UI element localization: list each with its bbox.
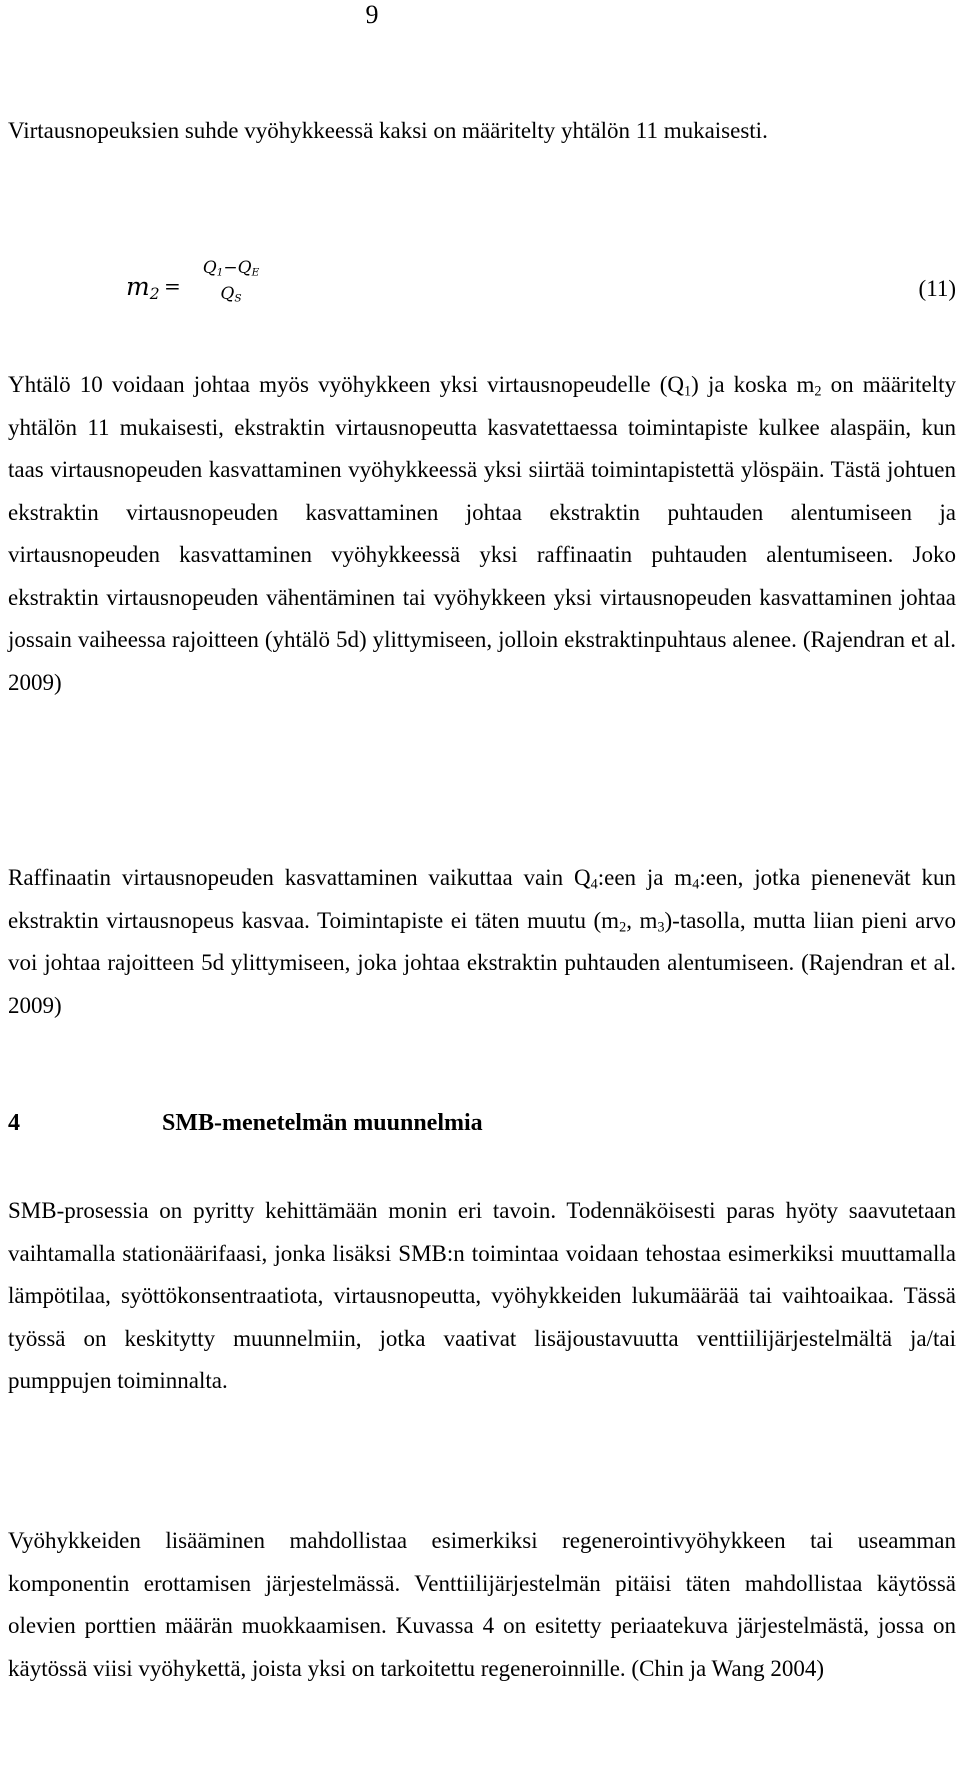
section-heading [8, 1103, 956, 1143]
equation-11 [0, 256, 956, 316]
section-title: SMB-menetelmän muunnelmia [162, 1110, 483, 1136]
paragraph-zone-one-flow: Yhtälö 10 voidaan johtaa myös vyöhykkeen yksi virtausnopeudelle $(Q_1)$ ja koska $m_2$ on määritelty yhtälön 11 mukaisesti, ekstraktin virtausnopeutta kasvatettaessa toimintapiste kulkee alaspäin, kun taas virtausnopeuden kasvattaminen vyöhykkeessä yksi siirtää toimintapistettä ylöspäin. Tästä johtuen ekstraktin virtausnopeuden kasvattaminen johtaa ekstraktin puhtauden alentumiseen ja virtausnopeuden kasvattaminen vyöhykkeessä yksi raffinaatin puhtauden alentumiseen. Joko ekstraktin virtausnopeuden vähentäminen tai vyöhykkeen yksi virtausnopeuden kasvattaminen johtaa jossain vaiheessa rajoitteen (yhtälö 5d) ylittymiseen, jolloin ekstraktinpuhtaus alenee. (Rajendran et al. 2009) [8, 372, 956, 695]
equation-number: (11) [918, 276, 956, 301]
paragraph-smb-variants: SMB-prosessia on pyritty kehittämään monin eri tavoin. Todennäköisesti paras hyöty saavutetaan vaihtamalla stationäärifaasi, jonka lisäksi SMB:n toimintaa voidaan tehostaa esimerkiksi muuttamalla lämpötilaa, syöttökonsentraatiota, virtausnopeutta, vyöhykkeiden lukumäärää tai vaihtoaikaa. Tässä työssä on keskitytty muunnelmiin, jotka vaativat lisäjoustavuutta venttiilijärjestelmältä ja/tai pumppujen toiminnalta. [8, 1198, 956, 1393]
equation-fraction [196, 256, 266, 308]
equation-lhs: $m_2$ [126, 272, 160, 303]
paragraph-raffinate-flow: Raffinaatin virtausnopeuden kasvattaminen vaikuttaa vain $Q_4:een$ ja $m_4:een$, jotka pienenevät kun ekstraktin virtausnopeus kasvaa. Toimintapiste ei täten muutu ($m_2$, $m_3$)-tasolla, mutta liian pieni arvo voi johtaa rajoitteen 5d ylittymiseen, joka johtaa ekstraktin puhtauden alentumiseen. (Rajendran et al. 2009) [8, 865, 957, 1018]
paragraph-zone-addition: Vyöhykkeiden lisääminen mahdollistaa esimerkiksi regenerointivyöhykkeen tai useamman komponentin erottamisen järjestelmässä. Venttiilijärjestelmän pitäisi täten mahdollistaa käytössä olevien porttien määrän muokkaamisen. Kuvassa 4 on esitetty periaatekuva järjestelmästä, jossa on käytössä viisi vyöhykettä, joista yksi on tarkoitettu regeneroinnille. (Chin ja Wang 2004) [8, 1528, 956, 1681]
equation-numerator: $Q_1-Q_E$ [202, 258, 260, 279]
equation-denominator: $Q_S$ [220, 284, 242, 305]
equation-equals: = [164, 274, 181, 298]
intro-paragraph: Virtausnopeuksien suhde vyöhykkeessä kaksi on määritelty yhtälön 11 mukaisesti. [8, 118, 768, 143]
section-number: 4 [8, 1110, 20, 1136]
page-number: 9 [365, 0, 379, 29]
